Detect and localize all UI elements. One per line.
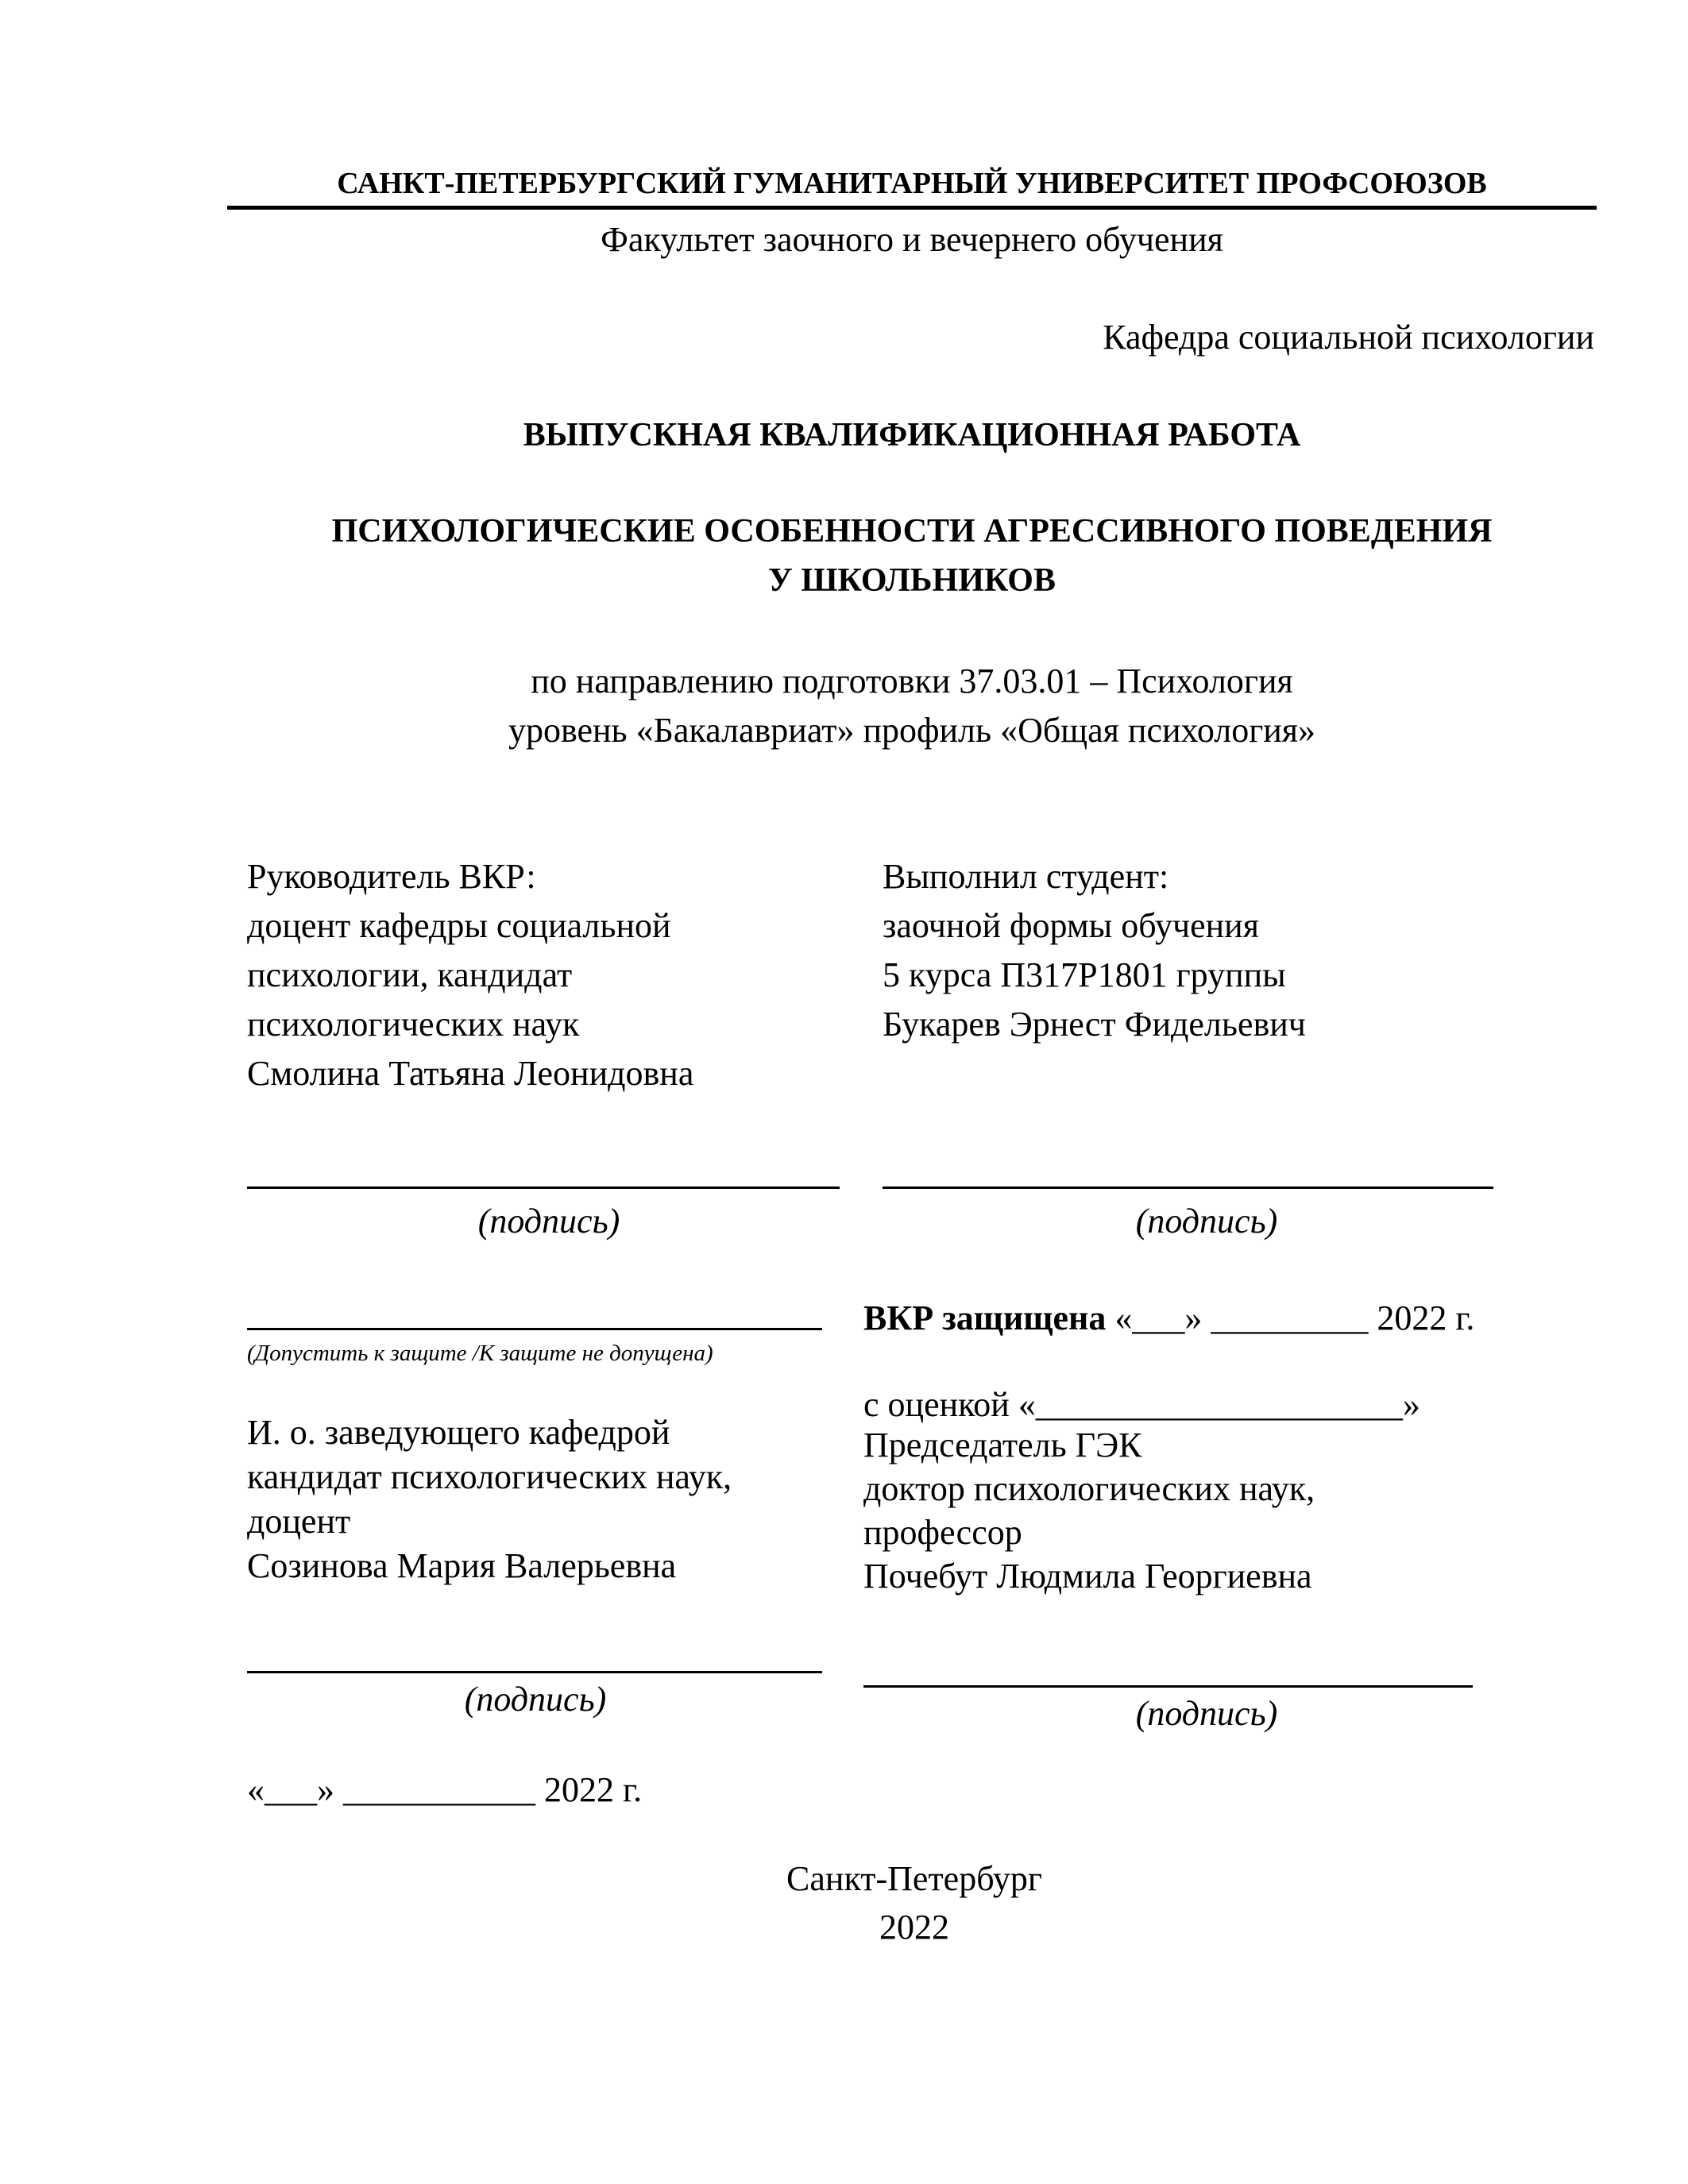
- city: Санкт-Петербург: [786, 1859, 1042, 1898]
- direction-line-1: по направлению подготовки 37.03.01 – Психология: [531, 662, 1293, 700]
- supervisor-block: [247, 852, 693, 1098]
- defense-date: «___» _________ 2022 г.: [1106, 1298, 1475, 1337]
- admission-date: «___» ___________ 2022 г.: [247, 1770, 643, 1809]
- student-line: 5 курса П317Р1801 группы: [883, 955, 1286, 994]
- supervisor-line: доцент кафедры социальной: [247, 906, 671, 945]
- supervisor-line: психологических наук: [247, 1005, 580, 1044]
- student-signature-label: (подпись): [1135, 1202, 1278, 1241]
- defense-label: ВКР защищена: [863, 1298, 1107, 1337]
- head-line: доцент: [247, 1502, 351, 1541]
- chairman-block: [863, 1423, 1315, 1598]
- defense-grade: с оценкой «_____________________»: [863, 1385, 1420, 1424]
- direction-line-2: уровень «Бакалавриат» профиль «Общая психология»: [508, 711, 1316, 750]
- supervisor-signature-label: (подпись): [477, 1202, 620, 1241]
- head-line: И. о. заведующего кафедрой: [247, 1413, 670, 1452]
- head-of-department-block: [247, 1410, 732, 1588]
- student-block: [883, 852, 1306, 1049]
- head-signature-line: [247, 1671, 822, 1673]
- admission-note: (Допустить к защите /К защите не допущена): [247, 1341, 713, 1366]
- student-line: заочной формы обучения: [883, 906, 1259, 945]
- chairman-signature-line: [863, 1685, 1473, 1688]
- supervisor-line: психологии, кандидат: [247, 955, 573, 994]
- department-name: Кафедра социальной психологии: [1103, 318, 1594, 357]
- supervisor-line: Руководитель ВКР:: [247, 857, 536, 896]
- student-signature-line: [883, 1187, 1493, 1189]
- defense-date-line: [863, 1298, 1475, 1337]
- admission-decision-line: [247, 1328, 822, 1330]
- supervisor-line: Смолина Татьяна Леонидовна: [247, 1054, 694, 1093]
- document-type: ВЫПУСКНАЯ КВАЛИФИКАЦИОННАЯ РАБОТА: [523, 417, 1301, 453]
- chairman-line: Председатель ГЭК: [863, 1426, 1142, 1464]
- chairman-line: доктор психологических наук,: [863, 1469, 1315, 1508]
- topic-line-1: ПСИХОЛОГИЧЕСКИЕ ОСОБЕННОСТИ АГРЕССИВНОГО ПОВЕДЕНИЯ: [331, 513, 1493, 550]
- student-line: Выполнил студент:: [883, 857, 1169, 896]
- head-line: Созинова Мария Валерьевна: [247, 1546, 677, 1585]
- chairman-line: Почебут Людмила Георгиевна: [863, 1557, 1312, 1596]
- topic-line-2: У ШКОЛЬНИКОВ: [768, 562, 1056, 599]
- faculty-name: Факультет заочного и вечернего обучения: [601, 220, 1223, 259]
- year: 2022: [879, 1908, 949, 1947]
- student-line: Букарев Эрнест Фидельевич: [883, 1005, 1306, 1044]
- head-line: кандидат психологических наук,: [247, 1457, 732, 1496]
- header-rule: [227, 206, 1597, 210]
- chairman-signature-label: (подпись): [1135, 1694, 1278, 1733]
- university-name: САНКТ-ПЕТЕРБУРГСКИЙ ГУМАНИТАРНЫЙ УНИВЕРСИТЕТ ПРОФСОЮЗОВ: [337, 167, 1487, 200]
- chairman-line: профессор: [863, 1513, 1022, 1552]
- head-signature-label: (подпись): [464, 1680, 607, 1719]
- supervisor-signature-line: [247, 1187, 840, 1189]
